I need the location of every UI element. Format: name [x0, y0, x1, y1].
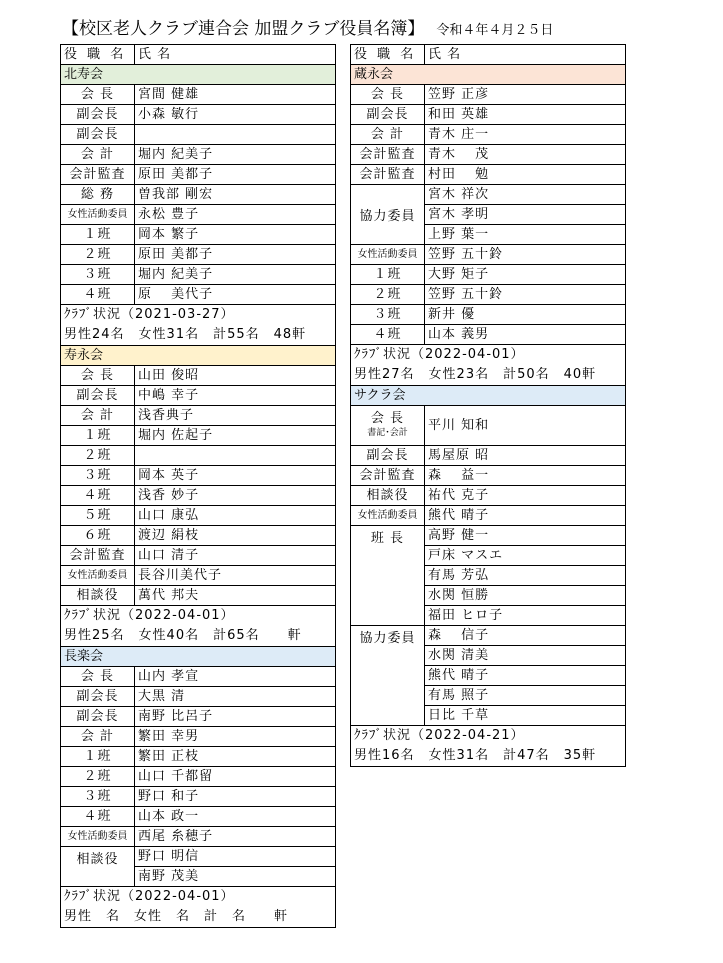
table-row [61, 827, 335, 847]
role-cell: 会計監査 [351, 145, 425, 164]
table-row [61, 225, 335, 245]
name-cell: 大黒 清 [138, 689, 186, 704]
club-rows-chourakukai [61, 667, 335, 847]
club-rows-kuraei-2 [351, 245, 625, 345]
role-cell: ４班 [61, 486, 135, 505]
role-cell: ３班 [61, 466, 135, 485]
table-row [61, 667, 335, 687]
name-cell: 繁田 正枝 [138, 749, 200, 764]
role-cell: ５班 [61, 506, 135, 525]
name-cell: 高野 健一 [425, 526, 625, 546]
right-roster-table [350, 44, 626, 767]
role-cell: ２班 [61, 446, 135, 465]
name-cell: 南野 比呂子 [138, 709, 214, 724]
table-row [61, 787, 335, 807]
role-cell: ２班 [61, 245, 135, 264]
role-cell: 会計監査 [61, 165, 135, 184]
name-cell: 水関 清美 [425, 646, 625, 666]
role-cell: 会 長 [351, 85, 425, 104]
table-row [351, 105, 625, 125]
han-role: 班 長 [351, 526, 425, 625]
name-cell: 山本 政一 [138, 809, 200, 824]
role-cell: ３班 [351, 305, 425, 324]
table-row [61, 707, 335, 727]
kyoryoku-block-sakura [351, 626, 625, 726]
table-row [61, 406, 335, 426]
table-row [351, 285, 625, 305]
table-row [61, 466, 335, 486]
chair-row [351, 406, 625, 446]
table-row [61, 245, 335, 265]
table-row [61, 506, 335, 526]
table-row [351, 446, 625, 466]
role-cell: 女性活動委員 [351, 506, 425, 525]
table-row [61, 125, 335, 145]
kyoryoku-block [351, 185, 625, 245]
name-cell: 祐代 克子 [428, 488, 490, 503]
role-cell: 女性活動委員 [61, 566, 135, 585]
role-cell: 会 長 [61, 366, 135, 385]
name-cell: 堀内 佐起子 [138, 428, 214, 443]
role-cell: 会計監査 [351, 466, 425, 485]
club-rows-sakura [351, 446, 625, 526]
club-status: ｸﾗﾌﾞ状況（2022-04-01） [64, 608, 235, 623]
name-cell: 山口 清子 [138, 548, 200, 563]
role-cell: 副会長 [351, 105, 425, 124]
table-row [61, 586, 335, 606]
name-cell: 宮木 孝明 [425, 205, 625, 225]
table-row [61, 165, 335, 185]
role-cell: 女性活動委員 [61, 205, 135, 224]
name-cell: 西尾 糸穂子 [138, 829, 214, 844]
name-cell: 南野 茂美 [138, 869, 200, 884]
name-cell: 宮間 健雄 [138, 87, 200, 102]
role-cell: 相談役 [351, 486, 425, 505]
name-cell: 中嶋 幸子 [138, 388, 200, 403]
name-cell: 村田 勉 [428, 167, 490, 182]
role-cell: 会 長 [61, 667, 135, 686]
name-cell: 繁田 幸男 [138, 729, 200, 744]
club-name-jueikai: 寿永会 [61, 346, 335, 366]
table-row [351, 325, 625, 345]
name-cell: 笠野 五十鈴 [428, 287, 504, 302]
kyoryoku-role: 協力委員 [351, 626, 425, 725]
name-cell: 馬屋原 昭 [428, 448, 490, 463]
name-cell: 有馬 芳弘 [425, 566, 625, 586]
table-row [351, 305, 625, 325]
role-cell: ３班 [61, 787, 135, 806]
table-row [351, 506, 625, 526]
table-row [351, 145, 625, 165]
role-cell: 会計監査 [61, 546, 135, 565]
name-cell: 曽我部 剛宏 [138, 187, 214, 202]
role-cell: 相談役 [61, 586, 135, 605]
name-cell: 堀内 紀美子 [138, 147, 214, 162]
header-role: 役 職 名 [61, 45, 135, 64]
table-header [351, 45, 625, 65]
role-cell: 会 計 [351, 125, 425, 144]
table-row [61, 205, 335, 225]
club-counts: 男性 名 女性 名 計 名 軒 [61, 907, 335, 928]
role-cell: ４班 [351, 325, 425, 344]
table-row [61, 145, 335, 165]
name-cell: 野口 明信 [135, 847, 335, 867]
role-cell: 会 計 [61, 145, 135, 164]
table-row [61, 366, 335, 386]
name-cell: 笠野 五十鈴 [428, 247, 504, 262]
chair-role-main: 会 長 [370, 410, 405, 426]
table-row [61, 767, 335, 787]
role-cell: 会計監査 [351, 165, 425, 184]
name-cell: 渡辺 絹枝 [138, 528, 200, 543]
club-name-sakura: サクラ会 [351, 386, 625, 406]
left-roster-table [60, 44, 336, 928]
name-cell: 大野 矩子 [428, 267, 490, 282]
name-cell: 山口 康弘 [138, 508, 200, 523]
kyoryoku-names [425, 185, 625, 244]
role-cell: １班 [61, 747, 135, 766]
table-row [61, 265, 335, 285]
title-date: 令和４年４月２５日 [436, 23, 554, 38]
table-row [351, 165, 625, 185]
chair-name: 平川 知和 [428, 418, 490, 433]
name-cell: 上野 葉一 [428, 227, 490, 242]
role-cell: 副会長 [61, 125, 135, 144]
name-cell: 浅香典子 [138, 408, 195, 423]
role-cell: ２班 [61, 767, 135, 786]
header-role: 役 職 名 [351, 45, 425, 64]
name-cell: 有馬 照子 [425, 686, 625, 706]
club-counts: 男性25名 女性40名 計65名 軒 [61, 626, 335, 647]
advisor-block [61, 847, 335, 887]
table-row [61, 727, 335, 747]
table-row [61, 446, 335, 466]
name-cell: 山内 孝宣 [138, 669, 200, 684]
header-name: 氏 名 [428, 47, 462, 62]
table-row [61, 426, 335, 446]
club-name-kuraei: 蔵永会 [351, 65, 625, 85]
table-row [351, 466, 625, 486]
table-row [61, 285, 335, 305]
name-cell: 原田 美都子 [138, 167, 214, 182]
name-cell: 新井 優 [428, 307, 476, 322]
name-cell: 小森 敏行 [138, 107, 200, 122]
name-cell: 戸床 マスエ [425, 546, 625, 566]
role-cell: ４班 [61, 285, 135, 304]
role-cell: 会 計 [61, 406, 135, 425]
name-cell: 熊代 晴子 [428, 508, 490, 523]
role-cell: ４班 [61, 807, 135, 826]
table-row [61, 747, 335, 767]
table-row [61, 526, 335, 546]
role-cell: １班 [61, 426, 135, 445]
advisor-names [135, 847, 335, 886]
club-rows-kuraei [351, 85, 625, 185]
title-main: 【校区老人クラブ連合会 加盟クラブ役員名簿】 [62, 19, 425, 39]
table-row [61, 105, 335, 125]
name-cell: 原 美代子 [138, 287, 214, 302]
table-row [61, 85, 335, 105]
name-cell: 森 信子 [425, 626, 625, 646]
club-status: ｸﾗﾌﾞ状況（2021-03-27） [64, 307, 235, 322]
club-name-chourakukai: 長楽会 [61, 647, 335, 667]
table-row [351, 265, 625, 285]
page-title [62, 14, 553, 39]
club-counts: 男性16名 女性31名 計47名 35軒 [351, 746, 625, 767]
table-row [61, 185, 335, 205]
name-cell: 森 益一 [428, 468, 490, 483]
table-row [61, 546, 335, 566]
club-rows-jueikai [61, 366, 335, 606]
name-cell: 岡本 英子 [138, 468, 200, 483]
name-cell: 萬代 邦夫 [138, 588, 200, 603]
role-cell: 副会長 [61, 386, 135, 405]
kyoryoku-role: 協力委員 [351, 185, 425, 244]
kyoryoku-names [425, 626, 625, 725]
table-row [351, 245, 625, 265]
role-cell: 副会長 [61, 707, 135, 726]
chair-role [351, 406, 425, 445]
table-row [61, 807, 335, 827]
name-cell: 堀内 紀美子 [138, 267, 214, 282]
table-row [61, 687, 335, 707]
name-cell: 長谷川美代子 [138, 568, 223, 583]
table-row [61, 566, 335, 586]
name-cell: 山口 千都留 [138, 769, 214, 784]
role-cell: 女性活動委員 [61, 827, 135, 846]
name-cell: 青木 庄一 [428, 127, 490, 142]
club-counts: 男性27名 女性23名 計50名 40軒 [351, 365, 625, 386]
role-cell: 総 務 [61, 185, 135, 204]
club-rows-kitakotobuki [61, 85, 335, 305]
role-cell: 女性活動委員 [351, 245, 425, 264]
role-cell: 副会長 [351, 446, 425, 465]
role-cell: ２班 [351, 285, 425, 304]
table-row [61, 486, 335, 506]
han-names [425, 526, 625, 625]
advisor-role: 相談役 [61, 847, 135, 886]
role-cell: 副会長 [61, 687, 135, 706]
name-cell: 宮木 祥次 [425, 185, 625, 205]
name-cell: 原田 美都子 [138, 247, 214, 262]
table-row [351, 486, 625, 506]
role-cell: １班 [351, 265, 425, 284]
role-cell: １班 [61, 225, 135, 244]
table-header [61, 45, 335, 65]
name-cell: 熊代 晴子 [425, 666, 625, 686]
table-row [351, 125, 625, 145]
club-status: ｸﾗﾌﾞ状況（2022-04-01） [64, 889, 235, 904]
header-name: 氏 名 [138, 47, 172, 62]
club-name-kitakotobuki: 北寿会 [61, 65, 335, 85]
table-row [61, 386, 335, 406]
table-row [351, 85, 625, 105]
club-counts: 男性24名 女性31名 計55名 48軒 [61, 325, 335, 346]
name-cell: 永松 豊子 [138, 207, 200, 222]
role-cell: ６班 [61, 526, 135, 545]
name-cell: 山田 俊昭 [138, 368, 200, 383]
name-cell: 浅香 妙子 [138, 488, 200, 503]
name-cell: 和田 英雄 [428, 107, 490, 122]
club-status: ｸﾗﾌﾞ状況（2022-04-21） [354, 728, 525, 743]
name-cell: 青木 茂 [428, 147, 490, 162]
role-cell: 会 長 [61, 85, 135, 104]
name-cell: 山本 義男 [428, 327, 490, 342]
han-block [351, 526, 625, 626]
role-cell: 会 計 [61, 727, 135, 746]
name-cell: 水関 恒勝 [425, 586, 625, 606]
role-cell: 副会長 [61, 105, 135, 124]
name-cell: 野口 和子 [138, 789, 200, 804]
role-cell: ３班 [61, 265, 135, 284]
name-cell [135, 125, 335, 144]
club-status: ｸﾗﾌﾞ状況（2022-04-01） [354, 347, 525, 362]
name-cell [135, 446, 335, 465]
name-cell: 福田 ヒロ子 [428, 608, 504, 623]
name-cell: 日比 千草 [428, 708, 490, 723]
chair-role-sub: 書記･会計 [367, 427, 408, 438]
name-cell: 岡本 繁子 [138, 227, 200, 242]
name-cell: 笠野 正彦 [428, 87, 490, 102]
